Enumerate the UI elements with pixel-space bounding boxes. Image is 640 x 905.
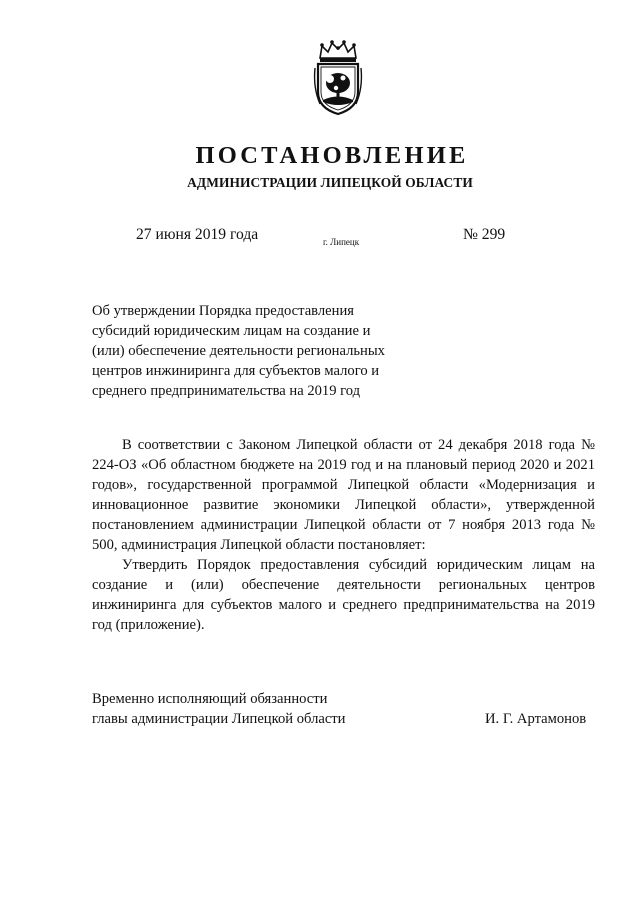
signatory-position xyxy=(92,689,346,729)
body-paragraph-resolution: Утвердить Порядок предоставления субсидий юридическим лицам на создание и (или) обеспечение деятельности региональных центров инжиниринга для субъектов малого и среднего предпринимательства на 2019 год (приложение). xyxy=(92,557,595,633)
subject-line: (или) обеспечение деятельности региональных xyxy=(92,343,385,359)
lipetsk-coat-of-arms-icon xyxy=(312,38,364,116)
subject-line: среднего предпринимательства на 2019 год xyxy=(92,383,361,399)
document-subtitle: АДМИНИСТРАЦИИ ЛИПЕЦКОЙ ОБЛАСТИ xyxy=(187,175,473,190)
document-title: ПОСТАНОВЛЕНИЕ xyxy=(195,142,469,169)
document-body xyxy=(92,435,595,635)
subject-line: субсидий юридическим лицам на создание и xyxy=(92,323,371,339)
subject-line: центров инжиниринга для субъектов малого и xyxy=(92,363,380,379)
subject-line: Об утверждении Порядка предоставления xyxy=(92,303,354,319)
document-city: г. Липецк xyxy=(323,237,360,247)
signatory-position-line: Временно исполняющий обязанности xyxy=(92,691,328,707)
document-subject xyxy=(92,301,402,401)
document-number: № 299 xyxy=(463,226,506,243)
signatory-position-line: главы администрации Липецкой области xyxy=(92,711,346,727)
signatory-name: И. Г. Артамонов xyxy=(485,711,587,727)
body-paragraph-preamble: В соответствии с Законом Липецкой области от 24 декабря 2018 года № 224-ОЗ «Об областном бюджете на 2019 год и на плановый период 2020 и 2021 годов», государственной программой Липецкой области «Модернизация и инновационное развитие экономики Липецкой области», утвержденной постановлением администрации Липецкой области от 7 ноября 2013 года № 500, администрация Липецкой области постановляет: xyxy=(92,437,595,553)
document-date: 27 июня 2019 года xyxy=(136,226,259,243)
